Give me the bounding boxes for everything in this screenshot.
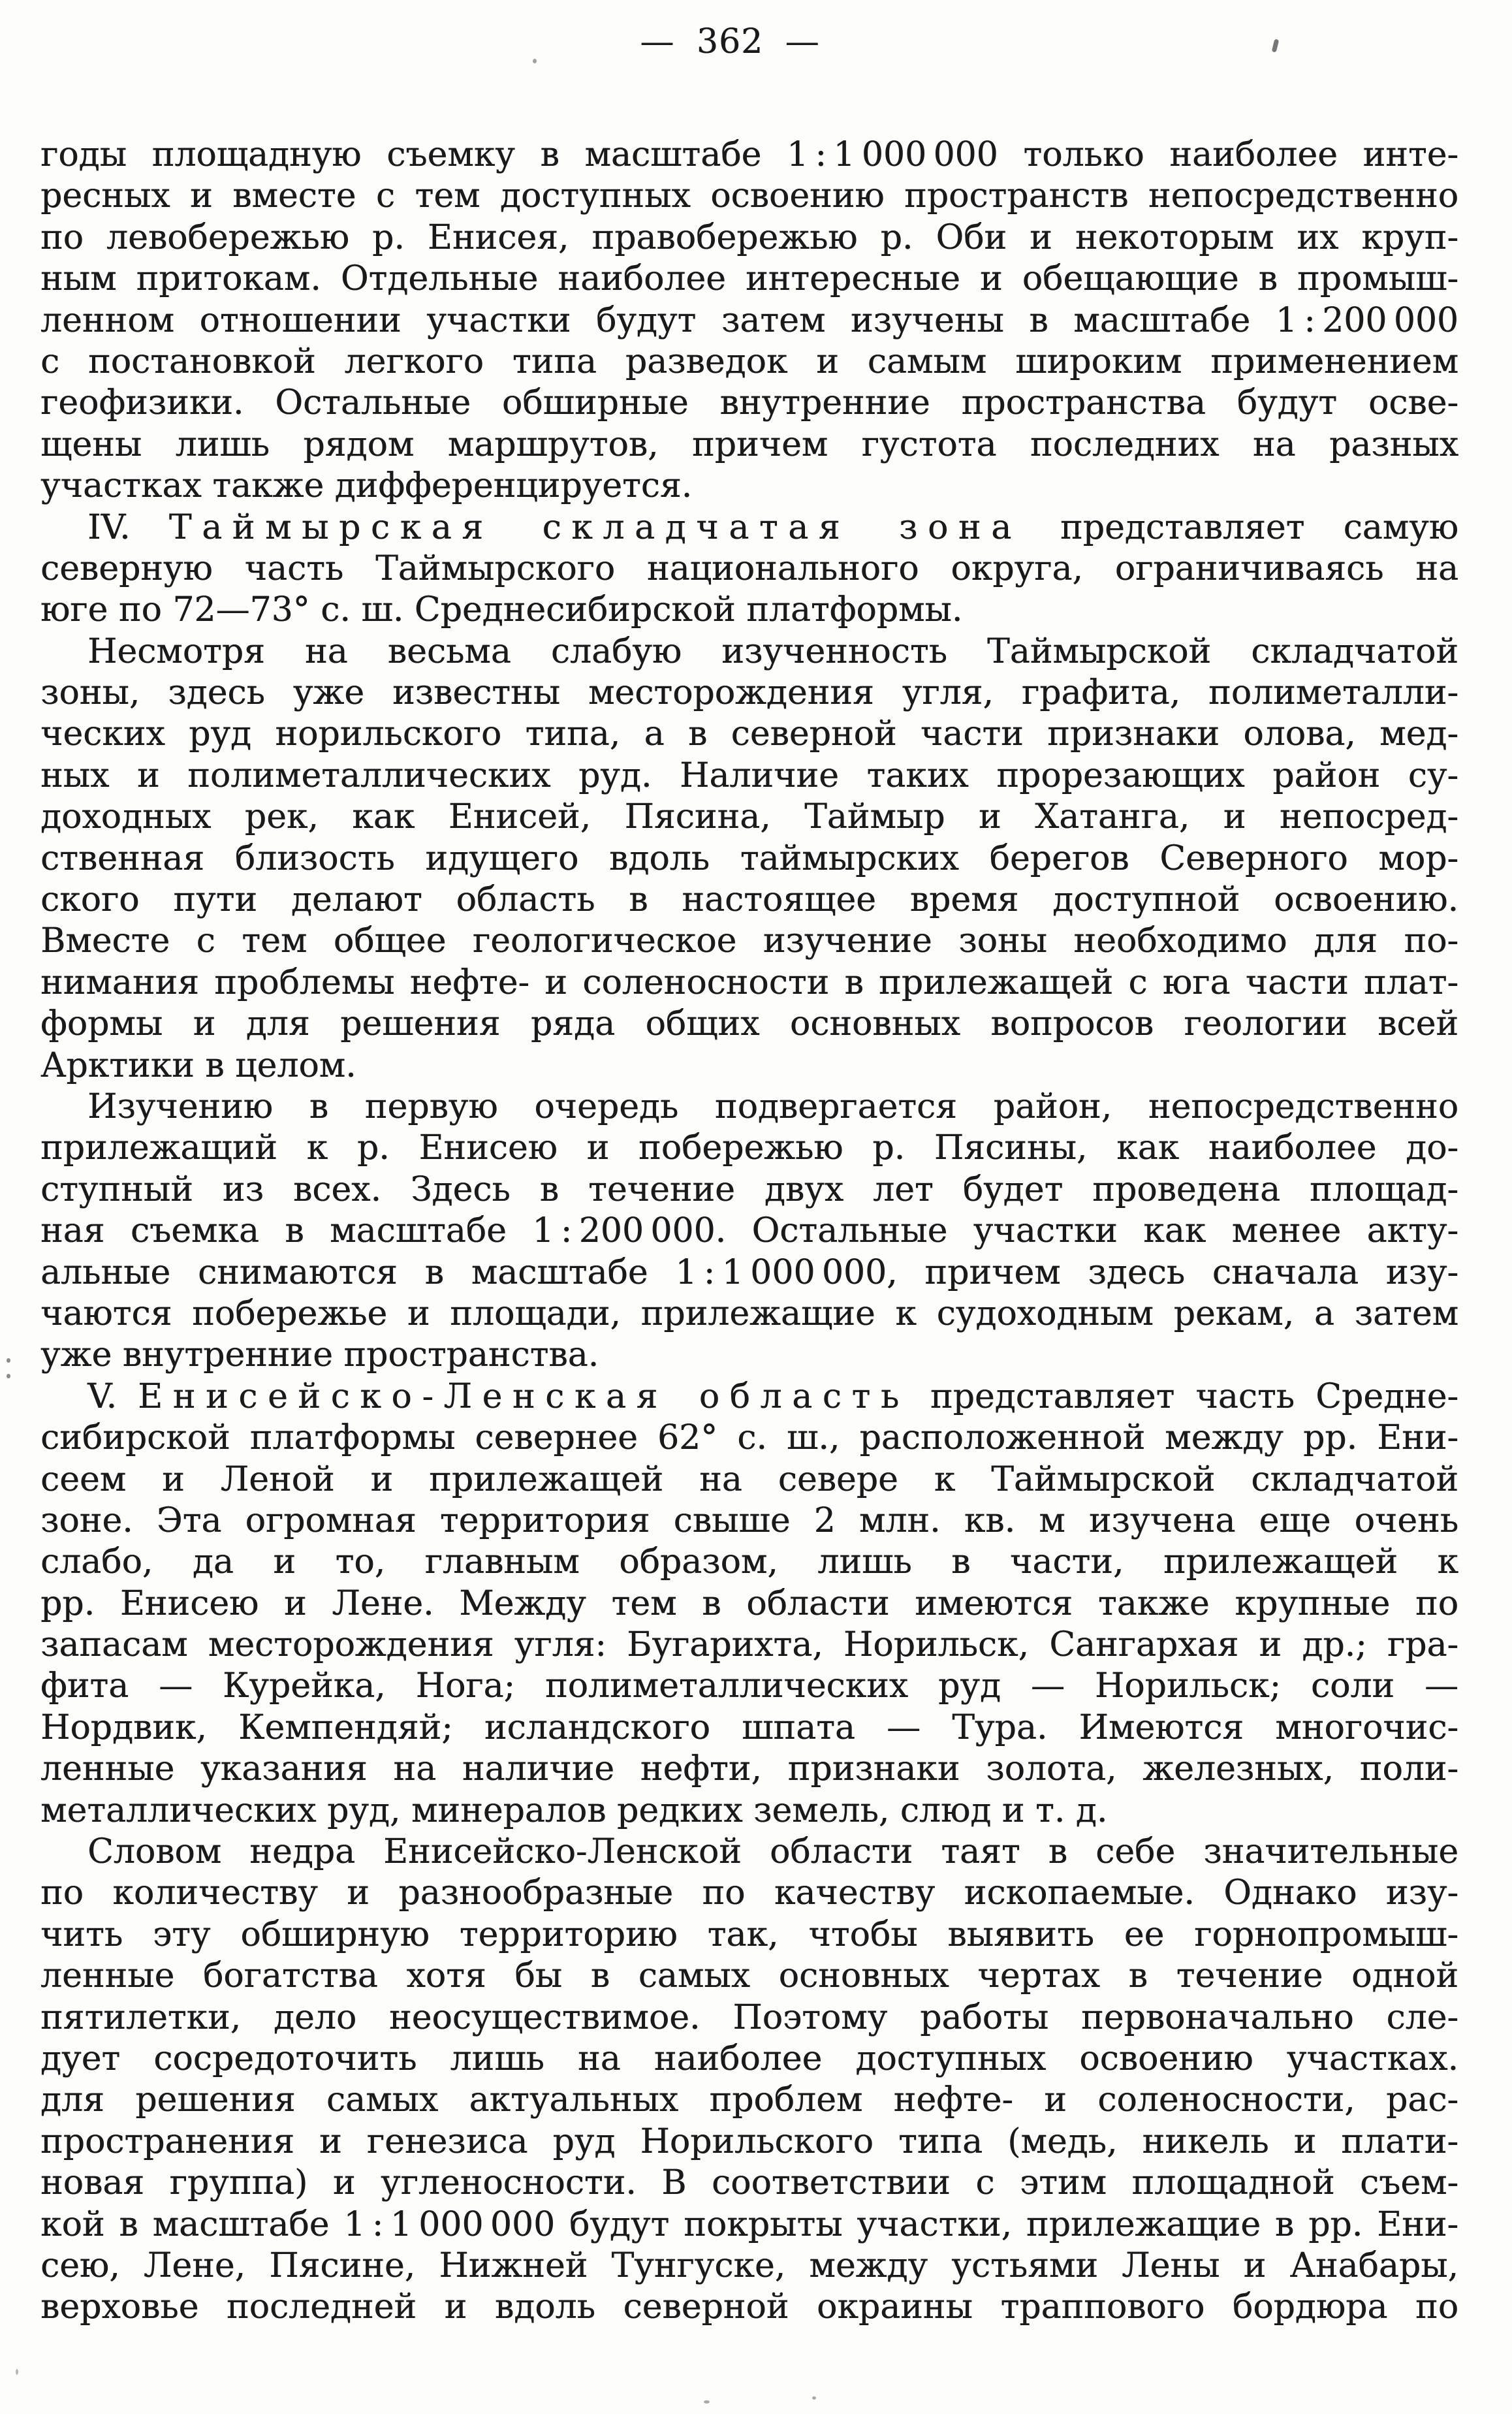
heading-spaced-text: Енисейско-Ленская область [138,1376,909,1416]
text-line: Вместе с тем общее геологическое изучение зоны необходимо для по- [40,921,1458,961]
text-line: годы площадную съемку в масштабе 1 : 1 000 000 только наиболее инте- [40,135,1458,174]
text-line: Изучению в первую очередь подвергается район, непосредственно [87,1087,1458,1126]
text-line: ная съемка в масштабе 1 : 200 000. Остальные участки как менее акту- [40,1211,1458,1251]
scan-speck [812,2396,816,2400]
heading-continuation: представляет самую [1021,507,1459,547]
section-heading-iv [40,507,1458,548]
text-line: по левобережью р. Енисея, правобережью р. Оби и некоторым их круп- [40,217,1458,257]
text-line: новая группа) и угленосности. В соответствии с этим площадной съем- [40,2163,1458,2203]
text-line: для решения самых актуальных проблем нефте- и соленосности, рас- [40,2080,1458,2120]
text-line: юге по 72—73° с. ш. Среднесибирской платформы. [40,590,963,630]
text-line: ленные богатства хотя бы в самых основных чертах в течение одной [40,1956,1458,1996]
text-line: рр. Енисею и Лене. Между тем в области имеются также крупные по [40,1583,1458,1623]
text-line: ным притокам. Отдельные наиболее интересные и обещающие в промыш- [40,259,1458,299]
text-line: щены лишь рядом маршрутов, причем густота последних на разных [40,424,1458,464]
text-line: альные снимаются в масштабе 1 : 1 000 000, причем здесь сначала изу- [40,1252,1458,1292]
heading-spaced-text: Таймырская складчатая зона [168,507,1022,547]
scan-speck [533,59,537,63]
page-number: — 362 — [640,22,820,61]
text-line: зоне. Эта огромная территория свыше 2 млн. кв. м изучена еще очень [40,1501,1458,1540]
text-line: нимания проблемы нефте- и соленосности в прилежащей с юга части плат- [40,962,1458,1002]
text-line: ческих руд норильского типа, а в северной части признаки олова, мед- [40,714,1458,754]
text-line: сеем и Леной и прилежащей на севере к Таймырской складчатой [40,1459,1458,1499]
heading-numeral: V. [87,1376,138,1416]
text-line: северную часть Таймырского национального округа, ограничиваясь на [40,548,1458,588]
text-line: ственная близость идущего вдоль таймырских берегов Северного мор- [40,838,1458,878]
section-heading-v [40,1376,1458,1418]
text-line: чить эту обширную территорию так, чтобы выявить ее горнопромыш- [40,1914,1458,1954]
text-line: ресных и вместе с тем доступных освоению пространств непосредственно [40,176,1458,216]
text-line: дует сосредоточить лишь на наиболее доступных освоению участках. [40,2039,1458,2078]
text-line: Словом недра Енисейско-Ленской области таят в себе значительные [87,1832,1458,1872]
text-line: сибирской платформы севернее 62° с. ш., расположенной между рр. Ени- [40,1418,1458,1458]
text-line: пространения и генезиса руд Норильского типа (медь, никель и плати- [40,2121,1458,2161]
text-line: Арктики в целом. [40,1045,356,1085]
text-block [40,135,1458,2328]
scan-speck [704,2400,710,2404]
heading-continuation: представляет часть Средне- [909,1376,1458,1416]
heading-numeral: IV. [87,507,169,547]
text-line: зоны, здесь уже известны месторождения угля, графита, полиметалли- [40,673,1458,713]
text-line: уже внутренние пространства. [40,1335,599,1375]
text-line: ского пути делают область в настоящее время доступной освоению. [40,880,1458,920]
text-line: запасам месторождения угля: Бугарихта, Норильск, Сангархая и др.; гра- [40,1625,1458,1665]
scan-speck [7,1374,10,1378]
text-line: прилежащий к р. Енисею и побережью р. Пясины, как наиболее до- [40,1128,1458,1168]
text-line: металлических руд, минералов редких земель, слюд и т. д. [40,1790,1108,1830]
text-line: по количеству и разнообразные по качеству ископаемые. Однако изу- [40,1873,1458,1913]
text-line: верховье последней и вдоль северной окраины траппового бордюра по [40,2287,1458,2327]
text-line: ступный из всех. Здесь в течение двух лет будет проведена площад- [40,1169,1458,1209]
text-line: ленном отношении участки будут затем изучены в масштабе 1 : 200 000 [40,300,1458,340]
text-line: ных и полиметаллических руд. Наличие таких прорезающих район су- [40,755,1458,795]
scan-speck [16,2369,18,2375]
text-line: формы и для решения ряда общих основных вопросов геологии всей [40,1004,1458,1044]
text-line: пятилетки, дело неосуществимое. Поэтому работы первоначально сле- [40,1997,1458,2037]
scan-speck [7,1358,10,1363]
text-line: слабо, да и то, главным образом, лишь в части, прилежащей к [40,1542,1458,1582]
text-line: фита — Курейка, Нога; полиметаллических руд — Норильск; соли — [40,1666,1458,1706]
text-line: кой в масштабе 1 : 1 000 000 будут покрыты участки, прилежащие в рр. Ени- [40,2204,1458,2244]
text-line: Несмотря на весьма слабую изученность Таймырской складчатой [87,631,1458,671]
text-line: геофизики. Остальные обширные внутренние пространства будут осве- [40,383,1458,423]
text-line: сею, Лене, Пясине, Нижней Тунгуске, между устьями Лены и Анабары, [40,2246,1458,2285]
text-line: доходных рек, как Енисей, Пясина, Таймыр и Хатанга, и непосред- [40,797,1458,837]
text-line: ленные указания на наличие нефти, признаки золота, железных, поли- [40,1749,1458,1789]
text-line: с постановкой легкого типа разведок и самым широким применением [40,341,1458,381]
text-line: Нордвик, Кемпендяй; исландского шпата — Тура. Имеются многочис- [40,1707,1458,1747]
text-line: чаются побережье и площади, прилежащие к судоходным рекам, а затем [40,1294,1458,1333]
text-line: участках также дифференцируется. [40,466,693,506]
